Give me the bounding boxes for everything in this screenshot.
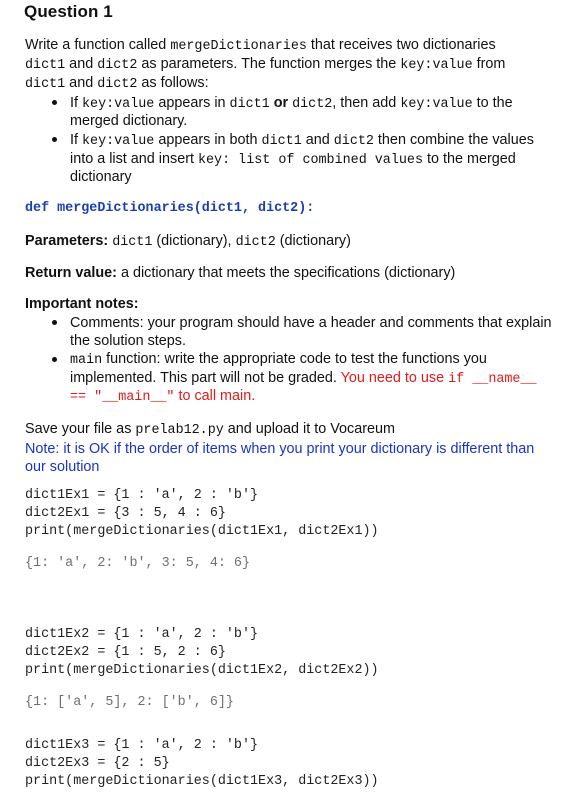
inline-code-red: if __name__ <box>448 372 537 387</box>
rule-or-bold: or <box>269 95 293 111</box>
inline-code: key: list of combined values <box>197 153 423 168</box>
rule-text: , then add <box>332 95 401 111</box>
intro-line-2 <box>25 55 505 75</box>
bullet-icon <box>52 357 57 362</box>
return-value-label: Return value: <box>25 265 117 281</box>
inline-code: dict2 <box>333 134 374 149</box>
return-value-text: a dictionary that meets the specifications (dictionary) <box>116 265 456 281</box>
rule-2-line-3: dictionary <box>70 169 132 185</box>
parameters-line <box>25 232 351 252</box>
inline-code: key:value <box>400 58 473 73</box>
inline-code: main <box>70 353 103 368</box>
note-text: implemented. This part will not be graded. <box>70 370 341 386</box>
intro-text: as follows: <box>137 75 209 91</box>
rule-text: If <box>70 132 82 148</box>
code-line: dict2Ex3 = {2 : 5} <box>25 756 170 771</box>
intro-line-3 <box>25 74 209 94</box>
note-red-text: to call main. <box>174 388 256 404</box>
intro-text: and <box>65 56 98 72</box>
inline-code: dict2 <box>235 235 276 250</box>
rule-2-line-1 <box>70 131 534 151</box>
code-line: dict2Ex1 = {3 : 5, 4 : 6} <box>25 506 226 521</box>
function-signature: def mergeDictionaries(dict1, dict2): <box>25 201 315 216</box>
intro-text: Write a function called <box>25 37 171 53</box>
inline-code: dict2 <box>97 58 138 73</box>
rule-2-line-2 <box>70 150 516 170</box>
code-line: print(mergeDictionaries(dict1Ex2, dict2Ex2)) <box>25 663 379 678</box>
intro-text: and <box>65 75 98 91</box>
notes-heading: Important notes: <box>25 296 139 312</box>
parameters-text: (dictionary), <box>152 233 236 249</box>
note-1-line-1: Comments: your program should have a header and comments that explain <box>70 315 552 331</box>
inline-code-red: == "__main__" <box>70 390 175 405</box>
note-red-text: You need to use <box>340 370 449 386</box>
rule-text: to the merged <box>422 151 516 167</box>
intro-text: that receives two dictionaries <box>306 37 496 53</box>
return-value-line <box>25 264 455 282</box>
code-line: print(mergeDictionaries(dict1Ex1, dict2Ex1)) <box>25 524 379 539</box>
inline-code: dict1 <box>112 235 153 250</box>
note-2-line-1 <box>70 350 487 370</box>
inline-code: key:value <box>82 97 155 112</box>
inline-code: dict1 <box>25 77 66 92</box>
bullet-icon <box>52 137 57 142</box>
note-1-line-2: the solution steps. <box>70 333 186 349</box>
rule-text: and <box>301 132 334 148</box>
parameters-label: Parameters: <box>25 233 109 249</box>
note-2-line-2 <box>70 369 537 389</box>
function-name-code: mergeDictionaries <box>170 39 307 54</box>
save-text: and upload it to Vocareum <box>223 421 396 437</box>
intro-text: from <box>472 56 506 72</box>
order-note-line-2: our solution <box>25 459 100 475</box>
rule-text: appears in both <box>154 132 262 148</box>
rule-text: appears in <box>154 95 230 111</box>
inline-code: dict2 <box>292 97 333 112</box>
inline-code: dict1 <box>229 97 270 112</box>
note-2-line-3 <box>70 387 255 407</box>
order-note-line-1: Note: it is OK if the order of items when you print your dictionary is different than <box>25 441 535 457</box>
inline-code: dict2 <box>97 77 138 92</box>
rule-text: to the <box>472 95 513 111</box>
save-text: Save your file as <box>25 421 136 437</box>
bullet-icon <box>52 100 57 105</box>
rule-1-line-2: merged dictionary. <box>70 113 188 129</box>
note-text: function: write the appropriate code to test the functions you <box>102 351 487 367</box>
code-line: print(mergeDictionaries(dict1Ex3, dict2Ex3)) <box>25 774 379 789</box>
inline-code: dict1 <box>261 134 302 149</box>
bullet-icon <box>52 320 57 325</box>
example-output: {1: 'a', 2: 'b', 3: 5, 4: 6} <box>25 556 250 571</box>
save-instructions <box>25 420 395 440</box>
code-line: dict2Ex2 = {1 : 5, 2 : 6} <box>25 645 226 660</box>
rule-text: If <box>70 95 82 111</box>
inline-code: key:value <box>82 134 155 149</box>
rule-1-line-1 <box>70 94 513 114</box>
page-title: Question 1 <box>24 2 113 21</box>
inline-code: key:value <box>400 97 473 112</box>
rule-text: into a list and insert <box>70 151 198 167</box>
parameters-text: (dictionary) <box>275 233 351 249</box>
inline-code: dict1 <box>25 58 66 73</box>
example-output: {1: ['a', 5], 2: ['b', 6]} <box>25 695 234 710</box>
code-line: dict1Ex3 = {1 : 'a', 2 : 'b'} <box>25 738 259 753</box>
filename-code: prelab12.py <box>135 423 224 438</box>
rule-text: then combine the values <box>373 132 534 148</box>
code-line: dict1Ex2 = {1 : 'a', 2 : 'b'} <box>25 627 259 642</box>
intro-line-1 <box>25 36 496 56</box>
code-line: dict1Ex1 = {1 : 'a', 2 : 'b'} <box>25 488 259 503</box>
intro-text: as parameters. The function merges the <box>137 56 401 72</box>
